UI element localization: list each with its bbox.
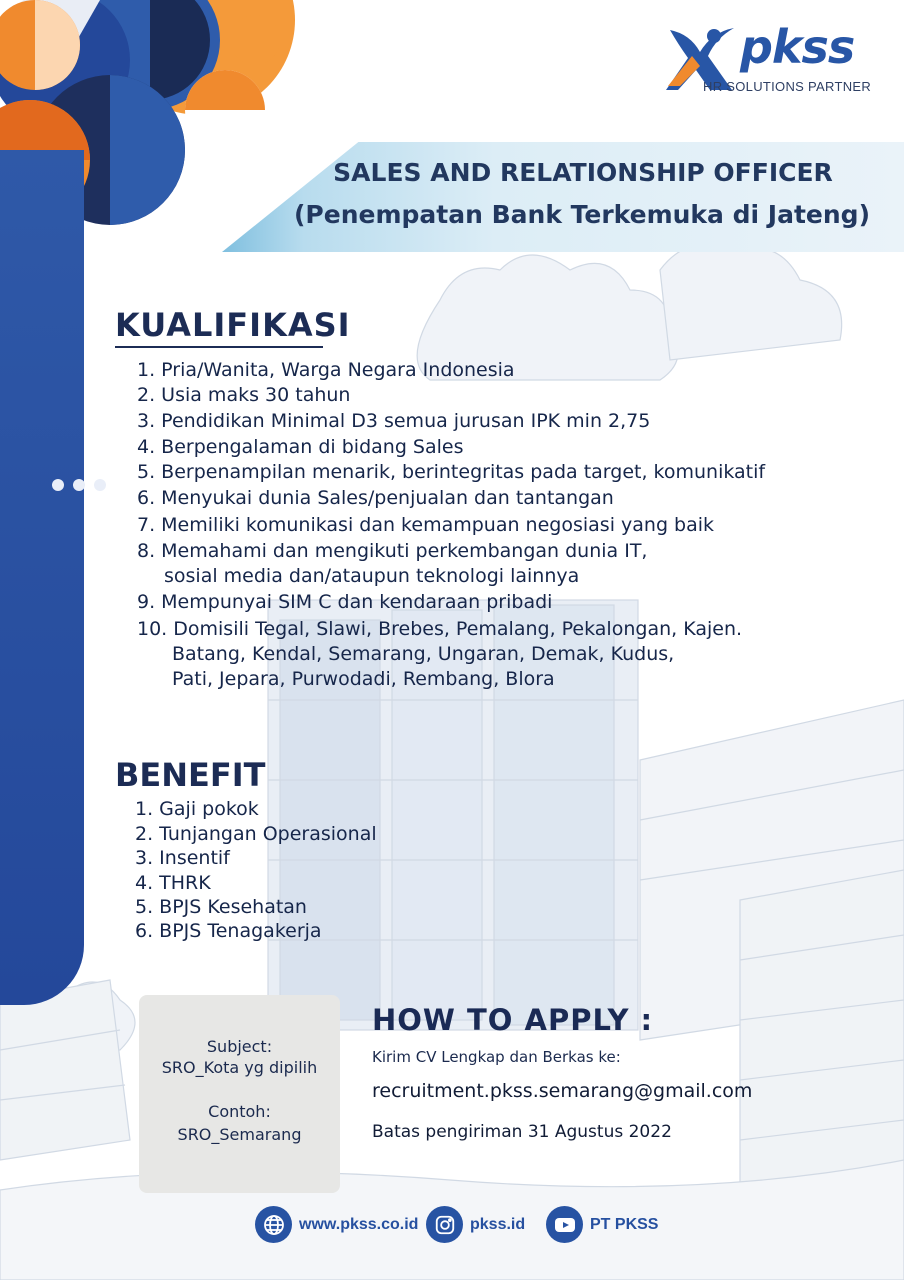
apply-deadline: Batas pengiriman 31 Agustus 2022 xyxy=(372,1122,672,1142)
list-item-continuation: Pati, Jepara, Purwodadi, Rembang, Blora xyxy=(172,668,555,690)
brand-tagline: HR SOLUTIONS PARTNER xyxy=(703,79,872,94)
subject-label: Subject: xyxy=(206,1037,273,1056)
list-item: 2. Tunjangan Operasional xyxy=(135,823,377,845)
apply-instruction: Kirim CV Lengkap dan Berkas ke: xyxy=(372,1048,621,1066)
list-item: 1. Gaji pokok xyxy=(135,798,259,820)
list-item: 9. Mempunyai SIM C dan kendaraan pribadi xyxy=(137,591,553,613)
instagram-label: pkss.id xyxy=(470,1215,526,1233)
job-placement: (Penempatan Bank Terkemuka di Jateng) xyxy=(294,200,870,229)
left-accent-band xyxy=(0,150,84,1005)
heading-underline xyxy=(115,346,323,348)
globe-icon xyxy=(255,1206,292,1243)
pagination-dots xyxy=(52,479,106,491)
youtube-icon xyxy=(546,1206,583,1243)
dot xyxy=(73,479,85,491)
youtube-label: PT PKSS xyxy=(590,1215,659,1233)
brand-name: pkss xyxy=(740,20,855,74)
list-item: 10. Domisili Tegal, Slawi, Brebes, Pemalang, Pekalongan, Kajen. xyxy=(137,618,743,640)
instagram-icon xyxy=(426,1206,463,1243)
list-item: 8. Memahami dan mengikuti perkembangan dunia IT, xyxy=(137,540,648,562)
dot xyxy=(52,479,64,491)
list-item-continuation: Batang, Kendal, Semarang, Ungaran, Demak, Kudus, xyxy=(172,643,675,665)
list-item: 4. Berpengalaman di bidang Sales xyxy=(137,436,464,458)
list-item: 5. Berpenampilan menarik, berintegritas pada target, komunikatif xyxy=(137,461,766,483)
footer-instagram-link[interactable] xyxy=(426,1206,525,1243)
footer-youtube-link[interactable] xyxy=(546,1206,658,1243)
list-item-continuation: sosial media dan/ataupun teknologi lainnya xyxy=(164,565,580,587)
footer-website-link[interactable] xyxy=(255,1206,418,1243)
list-item: 7. Memiliki komunikasi dan kemampuan negosiasi yang baik xyxy=(137,514,715,536)
list-item: 6. Menyukai dunia Sales/penjualan dan tantangan xyxy=(137,487,614,509)
subject-value: SRO_Kota yg dipilih xyxy=(161,1058,318,1077)
list-item: 6. BPJS Tenagakerja xyxy=(135,920,322,942)
list-item: 5. BPJS Kesehatan xyxy=(135,896,307,918)
list-item: 4. THRK xyxy=(135,872,211,894)
list-item: 2. Usia maks 30 tahun xyxy=(137,384,351,406)
job-title: SALES AND RELATIONSHIP OFFICER xyxy=(333,158,833,187)
list-item: 1. Pria/Wanita, Warga Negara Indonesia xyxy=(137,359,515,381)
subject-info-box xyxy=(139,995,340,1193)
website-label: www.pkss.co.id xyxy=(299,1215,419,1233)
list-item: 3. Insentif xyxy=(135,847,230,869)
benefits-heading: BENEFIT xyxy=(115,756,266,794)
dot xyxy=(94,479,106,491)
example-value: SRO_Semarang xyxy=(177,1125,302,1144)
apply-email[interactable]: recruitment.pkss.semarang@gmail.com xyxy=(372,1080,753,1102)
how-to-apply-heading: HOW TO APPLY : xyxy=(372,1003,654,1037)
list-item: 3. Pendidikan Minimal D3 semua jurusan IPK min 2,75 xyxy=(137,410,651,432)
qualifications-heading: KUALIFIKASI xyxy=(115,306,351,344)
example-label: Contoh: xyxy=(208,1102,271,1121)
